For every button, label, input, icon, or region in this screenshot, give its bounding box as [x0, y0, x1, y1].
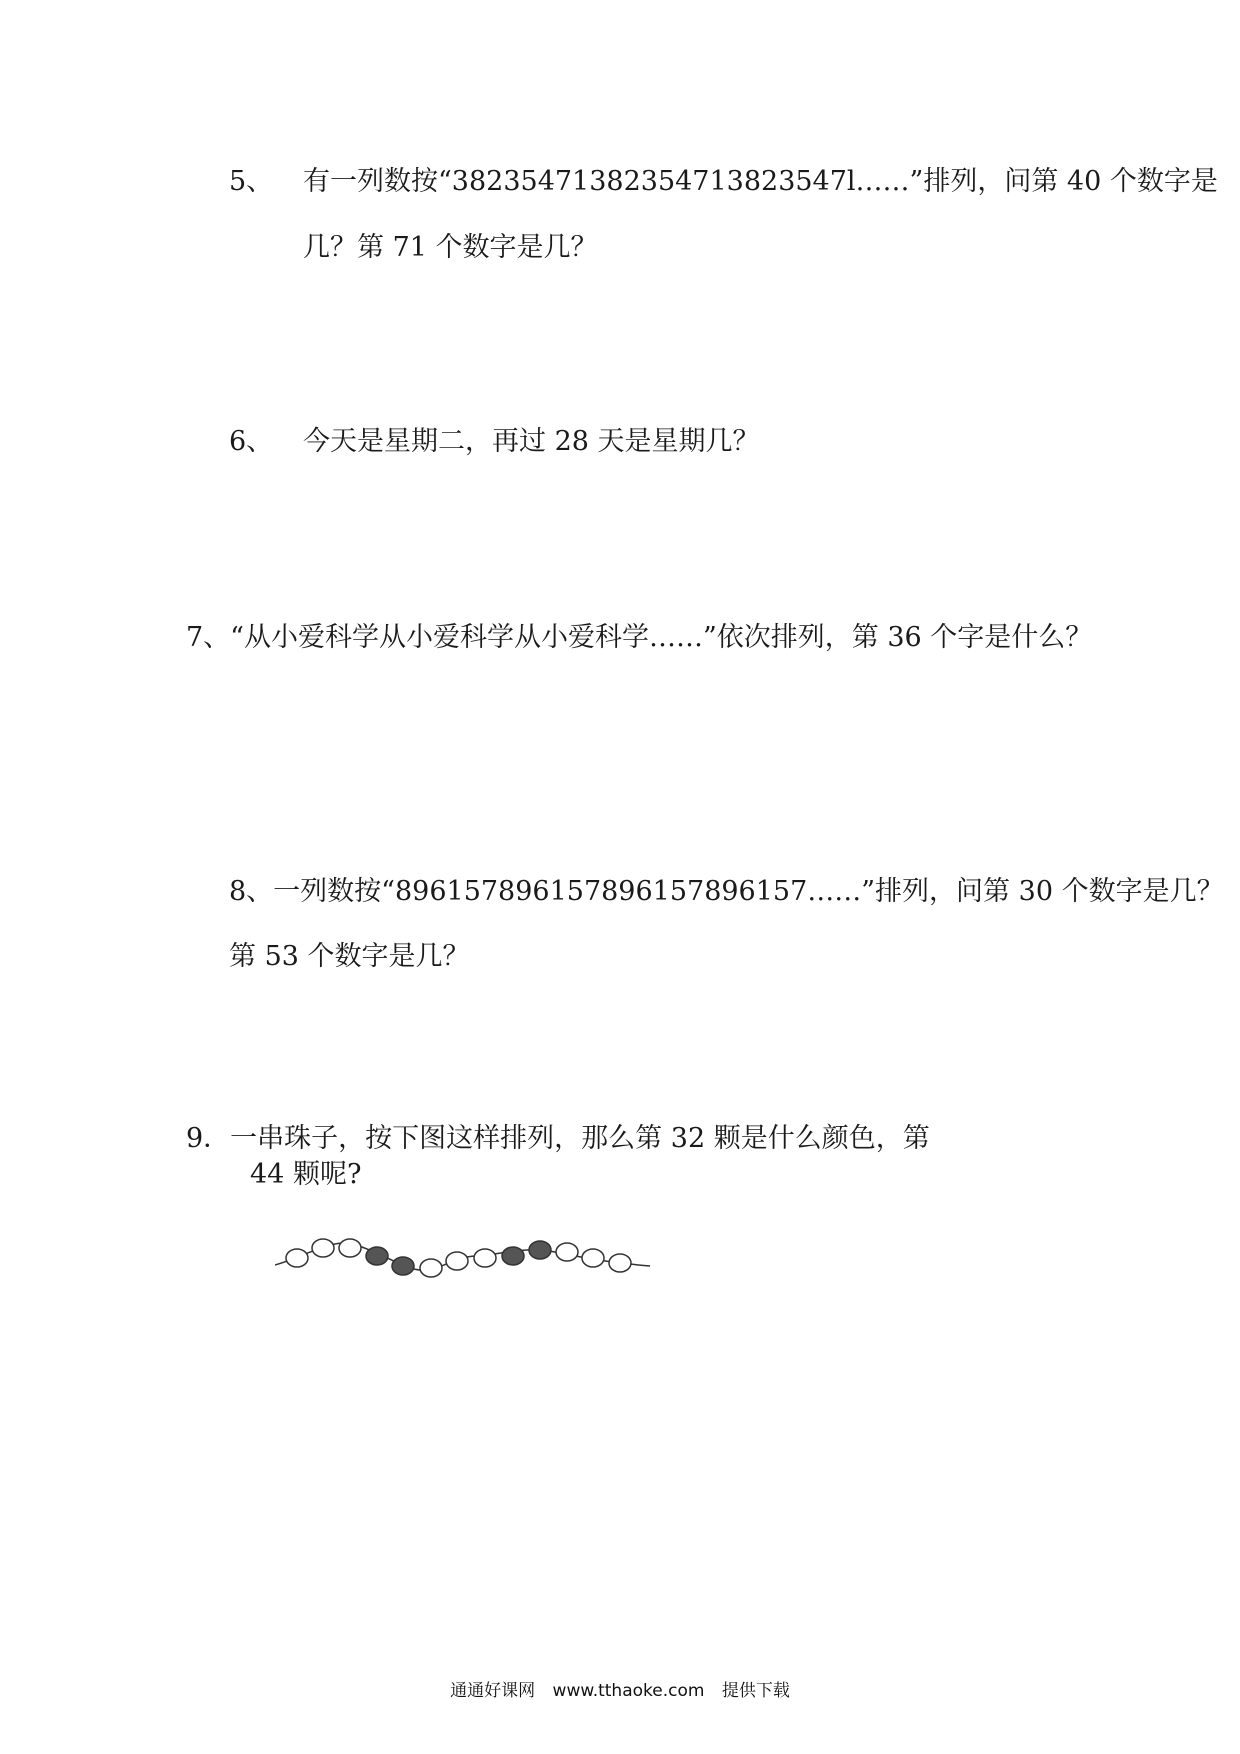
bead-white — [286, 1249, 308, 1267]
question-text: 第 53 个数字是几？ — [229, 941, 470, 972]
question-text: 今天是星期二，再过 28 天是星期几？ — [303, 426, 760, 457]
footer-url: www.tthaoke.com — [552, 1681, 705, 1701]
question-text: 44 颗呢? — [250, 1159, 362, 1190]
bead-white — [312, 1239, 334, 1257]
question-text: 几？第 71 个数字是几？ — [303, 232, 598, 263]
bead-black — [392, 1257, 414, 1275]
question-text: 9．一串珠子，按下图这样排列，那么第 32 颗是什么颜色，第 — [186, 1123, 930, 1154]
bead-white — [556, 1243, 578, 1261]
bead-white — [420, 1259, 442, 1277]
bead-white — [474, 1249, 496, 1267]
question-text: 7、“从小爱科学从小爱科学从小爱科学……”依次排列，第 36 个字是什么？ — [186, 622, 1093, 653]
question-text: 有一列数按“38235471382354713823547l……”排列，问第 40 个数字是 — [303, 166, 1218, 197]
bead-white — [446, 1252, 468, 1270]
question-text: 8、一列数按“896157896157896157896157……”排列，问第 30 个数字是几？ — [229, 876, 1224, 907]
page-footer — [0, 1679, 1240, 1703]
bead-white — [339, 1239, 361, 1257]
question-number: 5、 — [229, 166, 274, 197]
footer-site-name: 通通好课网 — [450, 1681, 536, 1701]
bead-white — [582, 1249, 604, 1267]
bead-white — [609, 1254, 631, 1272]
bead-black — [502, 1247, 524, 1265]
bead-string-figure — [275, 1228, 675, 1288]
question-number: 6、 — [229, 426, 274, 457]
bead-black — [529, 1241, 551, 1259]
beads-group — [286, 1239, 631, 1277]
footer-suffix: 提供下载 — [721, 1681, 790, 1701]
bead-black — [366, 1247, 388, 1265]
